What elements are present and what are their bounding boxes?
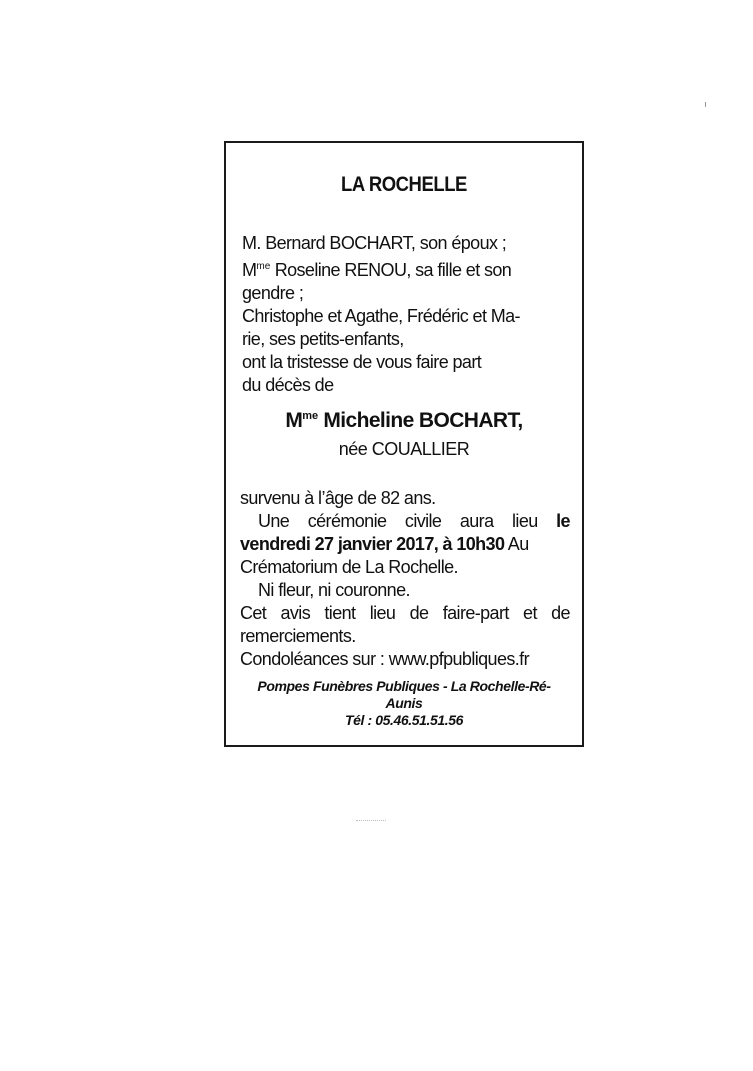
family-line-text: du décès de (242, 375, 334, 395)
scan-mark (705, 102, 706, 107)
maiden-name: née COUALLIER (338, 439, 470, 459)
avis-word: de (551, 603, 570, 623)
family-line-text: Roseline RENOU, sa fille et son (270, 260, 512, 280)
ceremony-word: Une (258, 511, 290, 531)
funeral-home-info (226, 678, 582, 729)
family-line (242, 255, 568, 282)
avis-word: de (409, 603, 429, 623)
family-line (242, 351, 568, 374)
ceremony-word: aura (459, 511, 494, 531)
family-line-text: M (242, 260, 257, 280)
family-line-text: Christophe et Agathe, Frédéric et Ma- (242, 306, 520, 326)
ceremony-word: lieu (512, 511, 538, 531)
ceremony-line (240, 510, 570, 533)
family-line-text: ont la tristesse de vous faire part (242, 352, 482, 372)
deceased-title-superscript: me (302, 410, 319, 422)
family-line (242, 305, 568, 328)
flowers-line: Ni fleur, ni couronne. (258, 580, 410, 600)
condolences-line: Condoléances sur : www.pfpubliques.fr (240, 649, 529, 669)
scan-specks (356, 820, 386, 823)
family-line (242, 232, 568, 255)
funeral-home-name-cont: Aunis (385, 695, 423, 711)
avis-word: Cet (240, 603, 267, 623)
ceremony-details (240, 487, 570, 671)
avis-word: faire-part (442, 603, 509, 623)
family-line (242, 328, 568, 351)
funeral-home-phone: Tél : 05.46.51.51.56 (344, 712, 464, 728)
family-line (242, 374, 568, 397)
obituary-notice (224, 141, 584, 747)
family-announcement (242, 232, 568, 397)
age-line: survenu à l’âge de 82 ans. (240, 488, 436, 508)
deceased-name (226, 409, 582, 433)
avis-end: remerciements. (240, 626, 356, 646)
ceremony-date-line (240, 533, 570, 556)
funeral-home-name: Pompes Funèbres Publiques - La Rochelle-Ré- (257, 678, 551, 694)
family-line-text: gendre ; (242, 283, 304, 303)
ceremony-date: vendredi 27 janvier 2017, à 10h30 (240, 534, 505, 554)
ceremony-place: Crématorium de La Rochelle. (240, 557, 458, 577)
avis-word: lieu (369, 603, 396, 623)
deceased-title: M (285, 409, 303, 432)
title-superscript: me (256, 261, 271, 272)
avis-word: tient (324, 603, 356, 623)
ceremony-place-start: Au (504, 534, 529, 554)
avis-word: avis (280, 603, 311, 623)
avis-line (240, 602, 570, 625)
deceased-full-name: Micheline BOCHART, (318, 409, 523, 432)
avis-word: et (523, 603, 537, 623)
family-line-text: M. Bernard BOCHART, son époux ; (242, 233, 507, 253)
ceremony-date-start: le (556, 511, 570, 531)
ceremony-word: civile (404, 511, 442, 531)
ceremony-word: cérémonie (307, 511, 387, 531)
family-line-text: rie, ses petits-enfants, (242, 329, 404, 349)
family-line (242, 282, 568, 305)
notice-town-heading: LA ROCHELLE (341, 173, 467, 196)
